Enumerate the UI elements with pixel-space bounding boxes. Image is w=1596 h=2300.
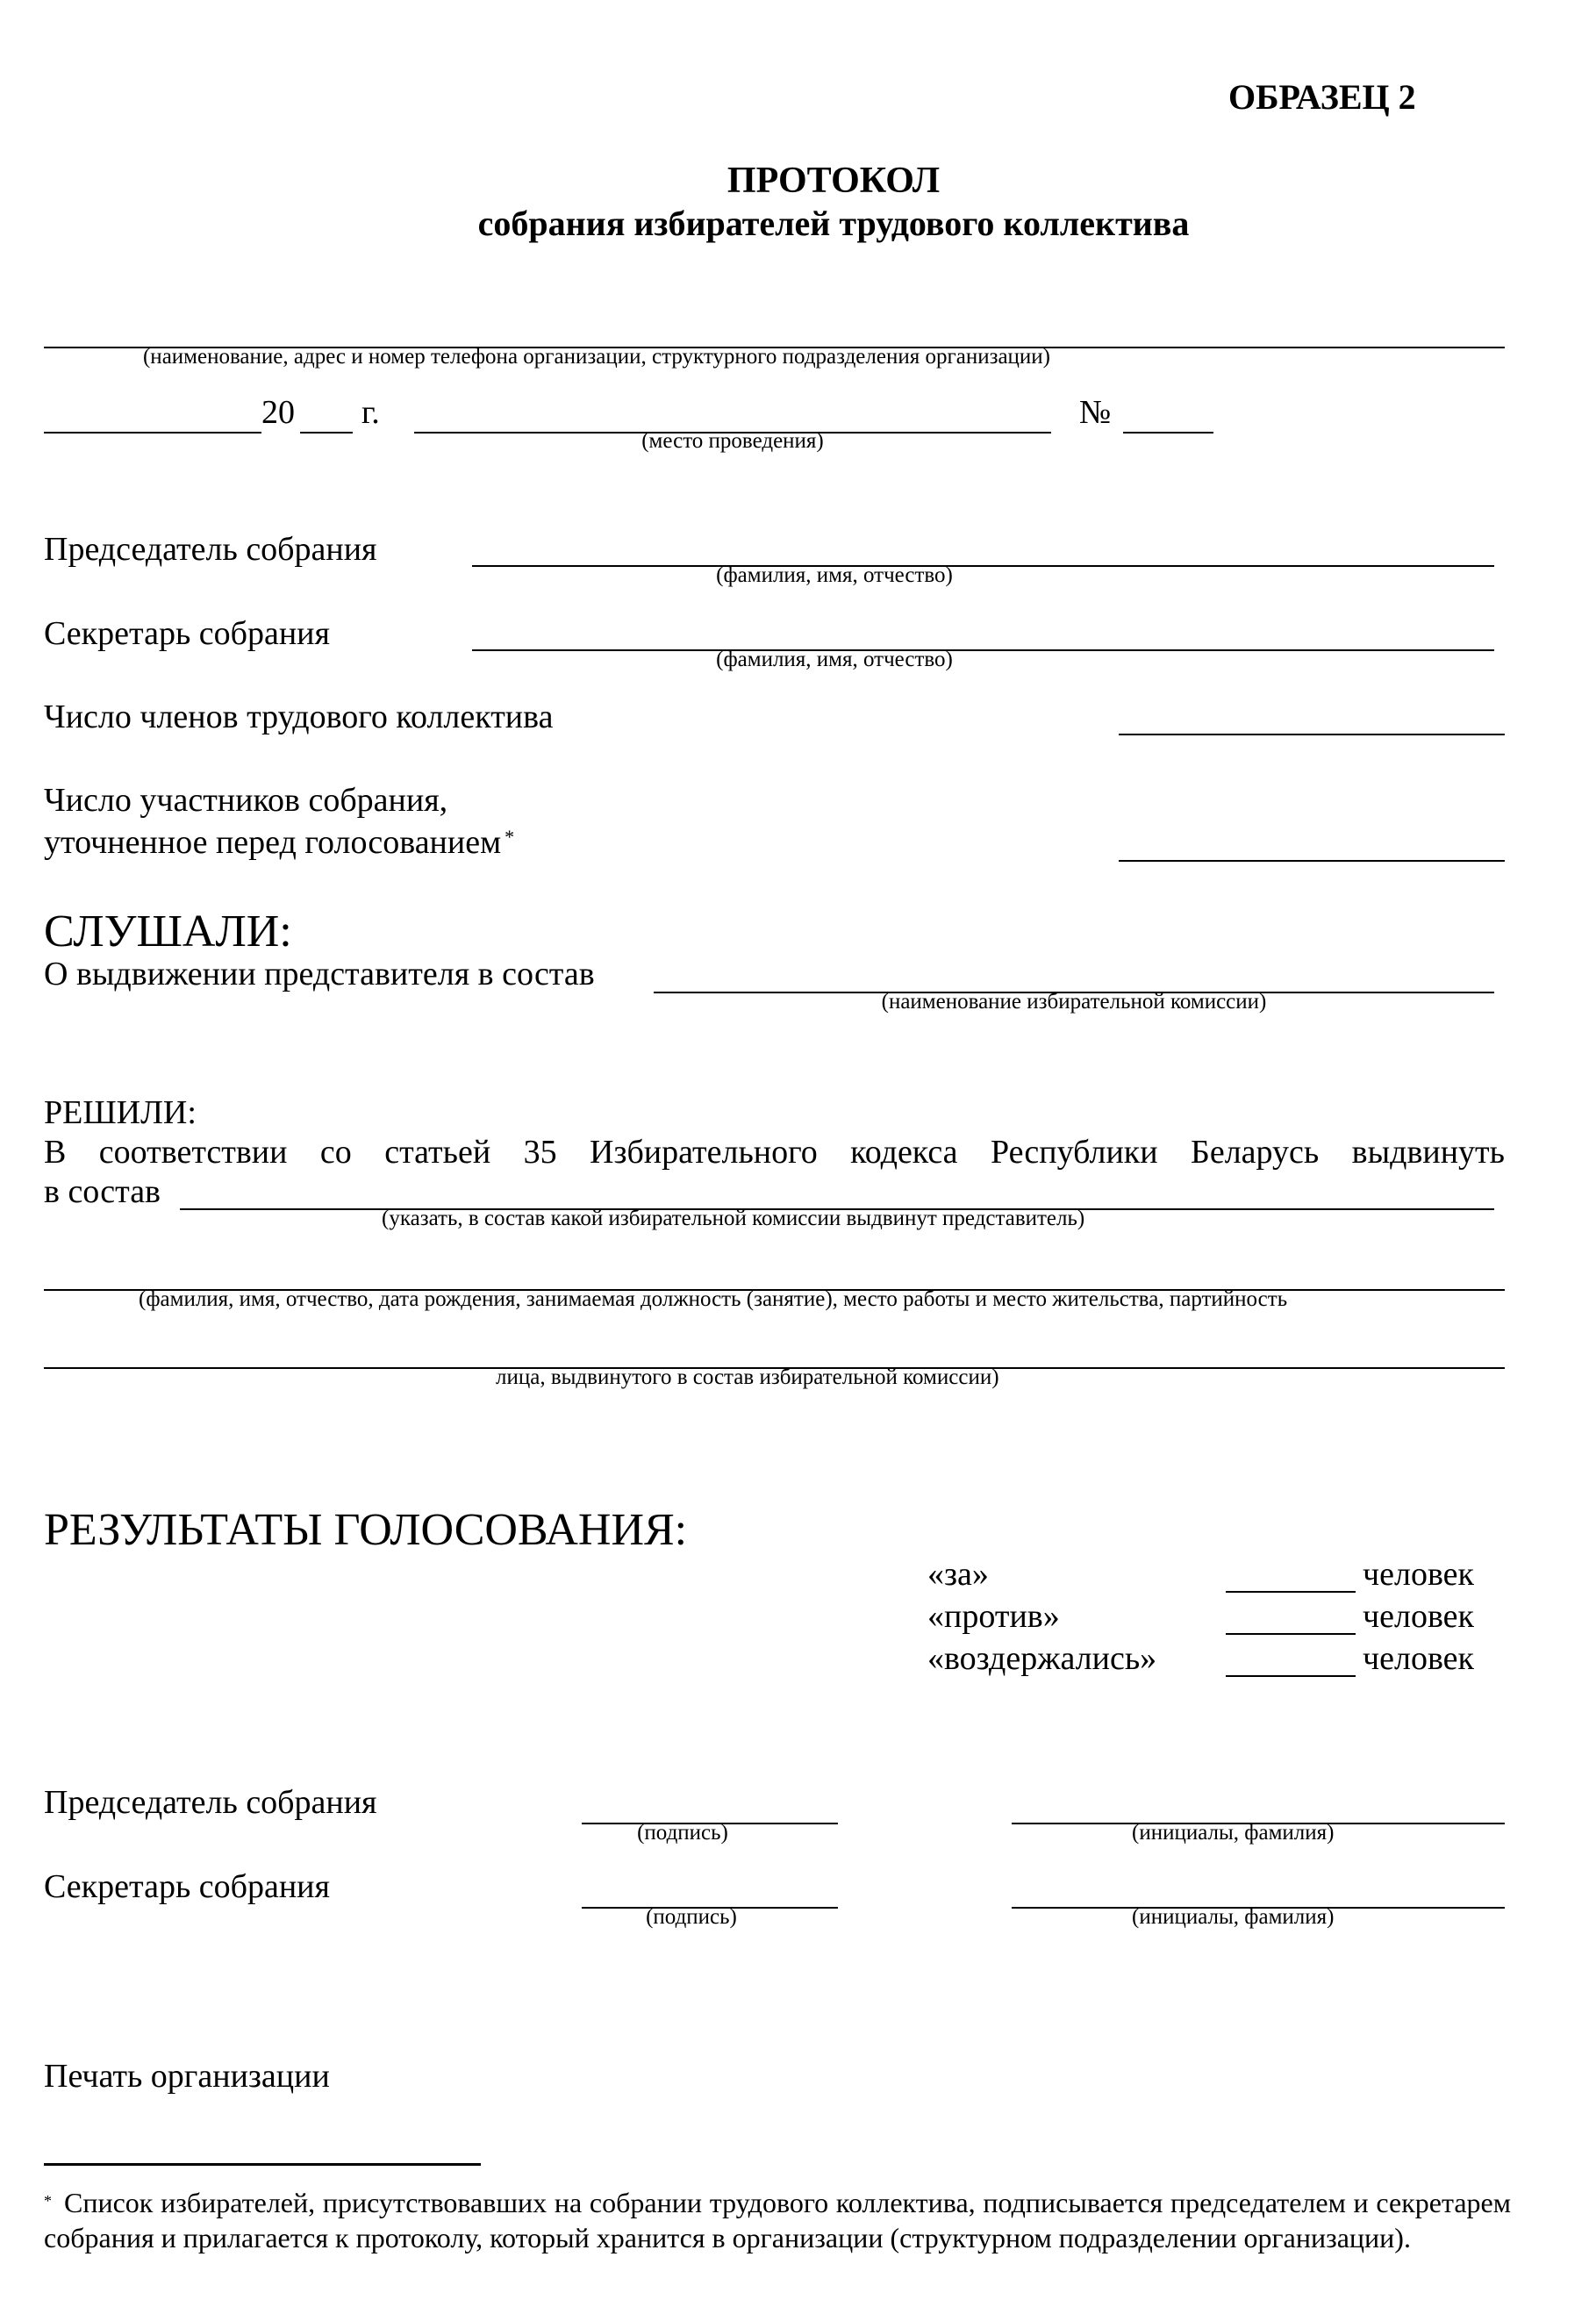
voting-heading: РЕЗУЛЬТАТЫ ГОЛОСОВАНИЯ: bbox=[44, 1505, 688, 1555]
footnote-text: Список избирателей, присутствовавших на собрании трудового коллектива, подписывается председателем и секретарем собрания и прилагается к протоколу, который хранится в организации (структурном подразделении организации). bbox=[44, 2187, 1511, 2253]
participants-label-line2 bbox=[44, 823, 514, 862]
footnote-asterisk: * bbox=[44, 2192, 52, 2210]
decided-heading: РЕШИЛИ: bbox=[44, 1094, 197, 1131]
chairman-signature-caption: (подпись) bbox=[637, 1821, 728, 1845]
date-year-field[interactable] bbox=[300, 432, 353, 433]
vote-for-unit: человек bbox=[1363, 1556, 1474, 1593]
document-title: ПРОТОКОЛ bbox=[726, 161, 941, 201]
candidate-details-caption-1: (фамилия, имя, отчество, дата рождения, занимаемая должность (занятие), место работы и место жительства, партийность bbox=[139, 1287, 1288, 1311]
commission-target-caption: (указать, в состав какой избирательной комиссии выдвинут представитель) bbox=[382, 1207, 1085, 1230]
stamp-label: Печать организации bbox=[44, 2058, 330, 2095]
year-suffix: г. bbox=[361, 394, 380, 431]
vote-for-field[interactable] bbox=[1226, 1591, 1356, 1593]
participants-count-field[interactable] bbox=[1119, 860, 1505, 862]
sample-label: ОБРАЗЕЦ 2 bbox=[1228, 77, 1416, 117]
secretary-label: Секретарь собрания bbox=[44, 615, 330, 652]
meeting-place-caption: (место проведения) bbox=[641, 429, 824, 453]
secretary-signature-caption: (подпись) bbox=[646, 1905, 737, 1929]
vote-abstain-unit: человек bbox=[1363, 1640, 1474, 1677]
vote-against-field[interactable] bbox=[1226, 1633, 1356, 1635]
heard-text: О выдвижении представителя в состав bbox=[44, 956, 595, 992]
participants-label-line1: Число участников собрания, bbox=[44, 782, 448, 819]
secretary-initials-caption: (инициалы, фамилия) bbox=[1132, 1905, 1335, 1929]
commission-caption: (наименование избирательной комиссии) bbox=[881, 990, 1267, 1014]
chairman-initials-caption: (инициалы, фамилия) bbox=[1132, 1821, 1335, 1845]
sign-secretary-label: Секретарь собрания bbox=[44, 1868, 330, 1905]
number-sign: № bbox=[1079, 394, 1112, 431]
vote-against-label: «против» bbox=[927, 1598, 1060, 1635]
document-subtitle: собрания избирателей трудового коллектива bbox=[477, 204, 1190, 243]
chairman-caption: (фамилия, имя, отчество) bbox=[716, 563, 953, 587]
protocol-number-field[interactable] bbox=[1123, 432, 1213, 433]
footnote-separator bbox=[44, 2163, 481, 2166]
decided-text-line1: В соответствии со статьей 35 Избирательного кодекса Республики Беларусь выдвинуть bbox=[44, 1134, 1505, 1171]
members-count-label: Число членов трудового коллектива bbox=[44, 699, 554, 735]
footnote bbox=[44, 2185, 1511, 2255]
heard-heading: СЛУШАЛИ: bbox=[44, 906, 292, 957]
vote-abstain-label: «воздержались» bbox=[927, 1640, 1157, 1677]
members-count-field[interactable] bbox=[1119, 734, 1505, 735]
secretary-caption: (фамилия, имя, отчество) bbox=[716, 648, 953, 671]
participants-label-text: уточненное перед голосованием bbox=[44, 824, 502, 861]
vote-for-label: «за» bbox=[927, 1556, 989, 1593]
year-prefix: 20 bbox=[261, 394, 295, 431]
chairman-label: Председатель собрания bbox=[44, 531, 377, 568]
date-day-month-field[interactable] bbox=[44, 432, 261, 433]
vote-against-unit: человек bbox=[1363, 1598, 1474, 1635]
footnote-mark: * bbox=[505, 826, 515, 848]
decided-text-line2: в состав bbox=[44, 1173, 161, 1210]
organization-caption: (наименование, адрес и номер телефона организации, структурного подразделения организации) bbox=[142, 345, 1051, 369]
candidate-details-caption-2: лица, выдвинутого в состав избирательной комиссии) bbox=[496, 1365, 999, 1389]
vote-abstain-field[interactable] bbox=[1226, 1675, 1356, 1677]
sign-chairman-label: Председатель собрания bbox=[44, 1784, 377, 1821]
